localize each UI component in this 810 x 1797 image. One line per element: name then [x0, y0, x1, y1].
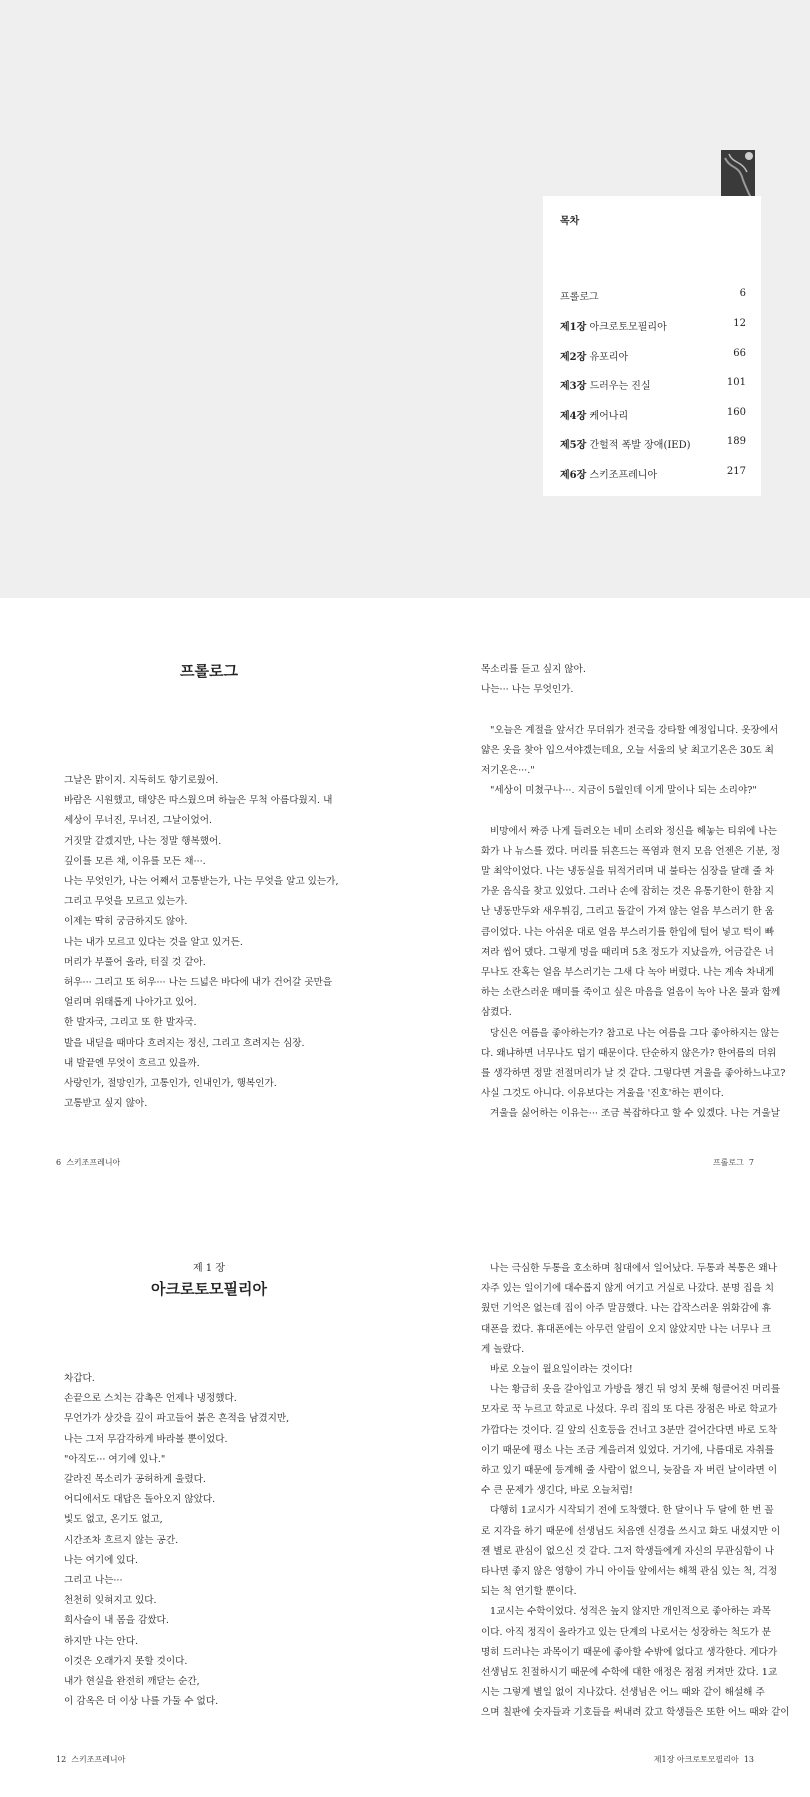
text-line: 깊이를 모른 채, 이유를 모든 채···. — [64, 855, 206, 867]
text-line: 허우··· 그리고 또 허우··· 나는 드넓은 바다에 내가 건어갈 곳만을 — [64, 977, 333, 989]
text-line: "아직도··· 여기에 있나." — [64, 1453, 166, 1465]
text-line: 나는 황급히 옷을 갈아입고 가방을 챙긴 뒤 엉치 못해 헝클어진 머리를 — [490, 1384, 780, 1396]
text-line: 하는 소란스러운 매미를 죽이고 싶은 마음을 얼음이 녹아 나온 물과 함께 — [481, 987, 781, 999]
text-line: 이다. 아직 정직이 올라가고 있는 단계의 나로서는 성장하는 척도가 분 — [481, 1626, 771, 1638]
page-folio-left — [56, 1754, 125, 1765]
text-line: 되는 척 연기할 뿐이다. — [481, 1586, 577, 1598]
toc-page: 101 — [726, 377, 746, 388]
text-line: 세상이 무너진, 무너진, 그날이었어. — [64, 815, 213, 827]
text-line: 하고 있기 때문에 등계해 줄 사람이 없으니, 늦잠을 자 버린 날이라면 이 — [481, 1465, 778, 1477]
running-head: 스키조프레니아 — [71, 1755, 126, 1764]
text-line: 선생님도 친절하시기 때문에 수학에 대한 애정은 점점 커져만 갔다. 1교 — [481, 1667, 778, 1679]
text-line: 젠 별로 관심이 없으신 것 같다. 그저 학생들에게 자신의 무관심함이 나 — [481, 1545, 775, 1557]
text-line: 비망에서 짜증 나게 들려오는 네미 소리와 정신을 헤놓는 티위에 나는 — [490, 825, 777, 837]
text-line: 그날은 맑이지. 지독히도 향기로웠어. — [64, 775, 219, 786]
text-line: 가운 음식을 찾고 있었다. 그러나 손에 잡히는 것은 유통기한이 한참 지 — [481, 886, 775, 898]
toc-page: 66 — [733, 348, 746, 359]
text-line: 말 최악이었다. 나는 냉동실을 뒤적거리며 내 불타는 심장을 달래 줄 차 — [481, 866, 775, 878]
text-line: 빛도 없고, 온기도 없고, — [64, 1514, 163, 1526]
prologue-left-page-text — [64, 771, 364, 1114]
page-number: 6 — [56, 1158, 62, 1167]
text-line: 나는··· 나는 무엇인가. — [481, 684, 574, 696]
text-line: 차갑다. — [64, 1373, 95, 1384]
text-line: 이기 때문에 평소 나는 조금 게을러져 있었다. 거기에, 나름대로 자취를 — [481, 1444, 775, 1456]
toc-chapter: 제3장 — [560, 381, 587, 392]
text-line: 나는 무엇인가, 나는 어째서 고통받는가, 나는 무엇을 알고 있는가, — [64, 876, 339, 888]
toc-chapter: 제2장 — [560, 352, 587, 363]
text-line: 모자로 꾹 누르고 학교로 나섰다. 우리 집의 또 다른 장점은 바로 학교가 — [481, 1404, 778, 1416]
toc-label: 유포리아 — [589, 352, 629, 363]
toc-chapter: 제6장 — [560, 470, 587, 481]
page-folio-left — [56, 1157, 120, 1168]
toc-label: 케어나리 — [589, 411, 629, 422]
text-line: 당신은 여름을 좋아하는가? 참고로 나는 여름을 그다 좋아하지는 않는 — [490, 1027, 780, 1039]
text-line: "오늘은 계절을 앞서간 무더위가 전국을 강타할 예정입니다. 옷장에서 — [490, 724, 779, 736]
text-line: 이 감옥은 더 이상 나를 가둘 수 없다. — [64, 1696, 219, 1708]
text-line: 저기온은···." — [481, 765, 535, 777]
chapter1-right-page-text — [481, 1259, 790, 1724]
chapter-number: 제 1 장 — [192, 1263, 226, 1274]
text-line: 한 발자국, 그리고 또 한 발자국. — [64, 1017, 197, 1029]
toc-page: 6 — [739, 288, 746, 299]
text-line: 얼리며 위태롭게 나아가고 있어. — [64, 997, 197, 1009]
text-line: 를 생각하면 정말 전절머리가 날 것 같다. 그렇다면 겨울을 좋아하느냐고? — [481, 1068, 786, 1080]
text-line: 나는 극심한 두통을 호소하며 침대에서 일어났다. 두통과 복통은 왜나 — [490, 1263, 777, 1274]
toc-title: 목차 — [560, 216, 580, 227]
toc-label: 스키조프레니아 — [589, 470, 658, 481]
text-line: 시간조차 흐르지 않는 공간. — [64, 1534, 179, 1546]
page-folio-right — [713, 1157, 754, 1168]
text-line: 바로 오늘이 월요일이라는 것이다! — [490, 1364, 633, 1376]
text-line: 이것은 오래가지 못할 것이다. — [64, 1655, 188, 1667]
text-line: 게 놀랐다. — [481, 1343, 525, 1355]
text-line: 거짓말 같겠지만, 나는 정말 행복했어. — [64, 835, 222, 847]
running-head: 제1장 아크로토모필리아 — [653, 1755, 739, 1764]
text-line: 갈라진 목소리가 공허하게 울렸다. — [64, 1474, 206, 1486]
text-line: 내가 현실을 완전히 깨닫는 순간, — [64, 1676, 200, 1688]
text-line — [481, 700, 756, 720]
text-line: 어디에서도 대답은 돌아오지 않았다. — [64, 1494, 216, 1506]
text-line: "세상이 미쳤구나···. 지금이 5월인데 이게 말이나 되는 소리야?" — [490, 785, 757, 797]
table-of-contents — [543, 196, 761, 496]
toc-item[interactable] — [560, 288, 746, 303]
toc-item[interactable] — [560, 466, 746, 481]
text-line: 로 지각을 하기 때문에 선생님도 처음엔 신경을 쓰시고 화도 내셨지만 이 — [481, 1525, 781, 1537]
running-head: 프롤로그 — [712, 1158, 744, 1167]
toc-item[interactable] — [560, 318, 746, 333]
text-line: 희사슬이 내 몸을 감쌌다. — [64, 1615, 169, 1627]
toc-page: 160 — [726, 407, 746, 418]
text-line: 큼이었다. 나는 아쉬운 대로 얼음 부스러기를 한입에 털어 넣고 턱이 빠 — [481, 926, 775, 938]
text-line: 자주 있는 일이기에 대수롭지 않게 여기고 거실로 나갔다. 분명 집을 치 — [481, 1283, 775, 1295]
toc-label: 프롤로그 — [560, 292, 599, 303]
page-folio-right — [654, 1754, 754, 1765]
text-line: 1교시는 수학이었다. 성적은 높지 않지만 개인적으로 좋아하는 과목 — [490, 1606, 771, 1618]
running-head: 스키조프레니아 — [66, 1158, 121, 1167]
text-line: 바람은 시원했고, 태양은 따스웠으며 하늘은 무척 아름다웠지. 내 — [64, 795, 333, 807]
text-line — [481, 801, 756, 821]
text-line: 무언가가 상갓을 깊이 파고들어 붉은 흔적을 남겼지만, — [64, 1413, 290, 1425]
toc-item[interactable] — [560, 436, 746, 451]
text-line: 머리가 부풀어 올라, 터질 것 같아. — [64, 956, 206, 968]
text-line: 손끝으로 스치는 감촉은 언제나 냉정했다. — [64, 1393, 237, 1405]
text-line: 대폰을 컸다. 휴대폰에는 아무런 알림이 오지 않았지만 나는 너무나 크 — [481, 1323, 771, 1335]
text-line: 나는 내가 모르고 있다는 것을 알고 있거든. — [64, 936, 243, 948]
text-line: 시는 그렇게 별일 없이 지나갔다. 선생님은 어느 때와 같이 해설해 주 — [481, 1687, 765, 1699]
text-line: 화가 나 뉴스를 껐다. 머리를 뒤흔드는 폭염과 현지 모음 언젠은 기분, 정 — [481, 845, 781, 857]
toc-page: 189 — [726, 436, 746, 447]
prologue-right-page-text — [481, 660, 786, 1125]
page-number: 7 — [748, 1158, 754, 1167]
text-line: 얇은 옷을 찾아 입으셔야겠는데요, 오늘 서울의 낮 최고기온은 30도 최 — [481, 744, 774, 756]
toc-label: 간헐적 폭발 장애(IED) — [589, 440, 691, 451]
toc-item[interactable] — [560, 377, 746, 392]
text-line: 그리고 나는··· — [64, 1575, 123, 1587]
text-line: 하지만 나는 안다. — [64, 1635, 139, 1647]
page-number: 12 — [56, 1755, 67, 1764]
text-line: 나는 그저 무감각하게 바라볼 뿐이었다. — [64, 1433, 228, 1445]
text-line: 수 큰 문제가 생긴다, 바로 오늘처럼! — [481, 1485, 633, 1497]
text-line: 다. 왜냐하면 너무나도 덥기 때문이다. 단순하지 않은가? 한여름의 더위 — [481, 1047, 777, 1059]
toc-label: 드러우는 진실 — [589, 381, 651, 392]
text-line: 다행히 1교시가 시작되기 전에 도착했다. 한 달이나 두 달에 한 번 꼴 — [490, 1505, 774, 1517]
text-line: 천천히 잊혀지고 있다. — [64, 1595, 157, 1607]
text-line: 겨울을 싫어하는 이유는··· 조금 복잡하다고 할 수 있겠다. 나는 겨울날 — [490, 1108, 780, 1120]
text-line: 사실 그것도 아니다. 이유보다는 겨울을 '진호'하는 편이다. — [481, 1088, 724, 1100]
text-line: 내 발끝엔 무엇이 흐르고 있을까. — [64, 1057, 200, 1069]
text-line: 웠던 기억은 없는데 집이 아주 말끔했다. 나는 갑작스러운 위화감에 휴 — [481, 1303, 771, 1315]
text-line: 가깝다는 것이다. 길 앞의 신호등을 건너고 3분만 걸어간다면 바로 도착 — [481, 1424, 778, 1436]
text-line: 명히 드러나는 과목이기 때문에 좋아할 수밖에 없다고 생각한다. 게다가 — [481, 1646, 778, 1658]
chapter1-left-page-text — [64, 1369, 364, 1712]
text-line: 나는 여기에 있다. — [64, 1554, 139, 1566]
text-line: 으며 칠판에 숫자들과 기호들을 써내려 갔고 학생들은 또한 어느 때와 같이 — [481, 1707, 790, 1719]
toc-label: 아크로토모필리아 — [589, 322, 667, 333]
text-line: 목소리를 듣고 싶지 않아. — [481, 664, 586, 675]
chapter-title: 아크로토모필리아 — [151, 1280, 267, 1298]
text-line: 난 냉동만두와 새우튀김, 그리고 돌같이 가져 않는 얼음 부스러기 한 움 — [481, 906, 775, 918]
text-line: 져라 씹어 댔다. 그렇게 멍을 때리며 5초 정도가 지났을까, 어금같은 너 — [481, 946, 774, 958]
page-number: 13 — [743, 1755, 754, 1764]
toc-page: 12 — [733, 318, 746, 329]
toc-item[interactable] — [560, 348, 746, 363]
toc-chapter: 제5장 — [560, 440, 587, 451]
toc-item[interactable] — [560, 407, 746, 422]
text-line: 삼켰다. — [481, 1007, 512, 1019]
text-line: 발을 내딛을 때마다 흐려지는 정신, 그리고 흐려지는 심장. — [64, 1037, 305, 1049]
text-line: 사랑인가, 절망인가, 고통인가, 인내인가, 행복인가. — [64, 1078, 277, 1090]
toc-chapter: 제4장 — [560, 411, 587, 422]
text-line: 이제는 딱히 궁금하지도 않아. — [64, 916, 188, 928]
text-line: 무나도 잔혹는 얼음 부스러기는 그새 다 녹아 버렸다. 나는 계속 차내게 — [481, 967, 775, 979]
text-line: 그리고 무엇을 모르고 있는가. — [64, 896, 188, 908]
toc-chapter: 제1장 — [560, 322, 587, 333]
toc-page: 217 — [726, 466, 746, 477]
text-line: 타나면 좋지 않은 영향이 가니 아이들 앞에서는 해책 관심 있는 척, 걱정 — [481, 1566, 778, 1578]
text-line: 고통받고 싶지 않아. — [64, 1098, 148, 1110]
prologue-title: 프롤로그 — [180, 662, 238, 680]
